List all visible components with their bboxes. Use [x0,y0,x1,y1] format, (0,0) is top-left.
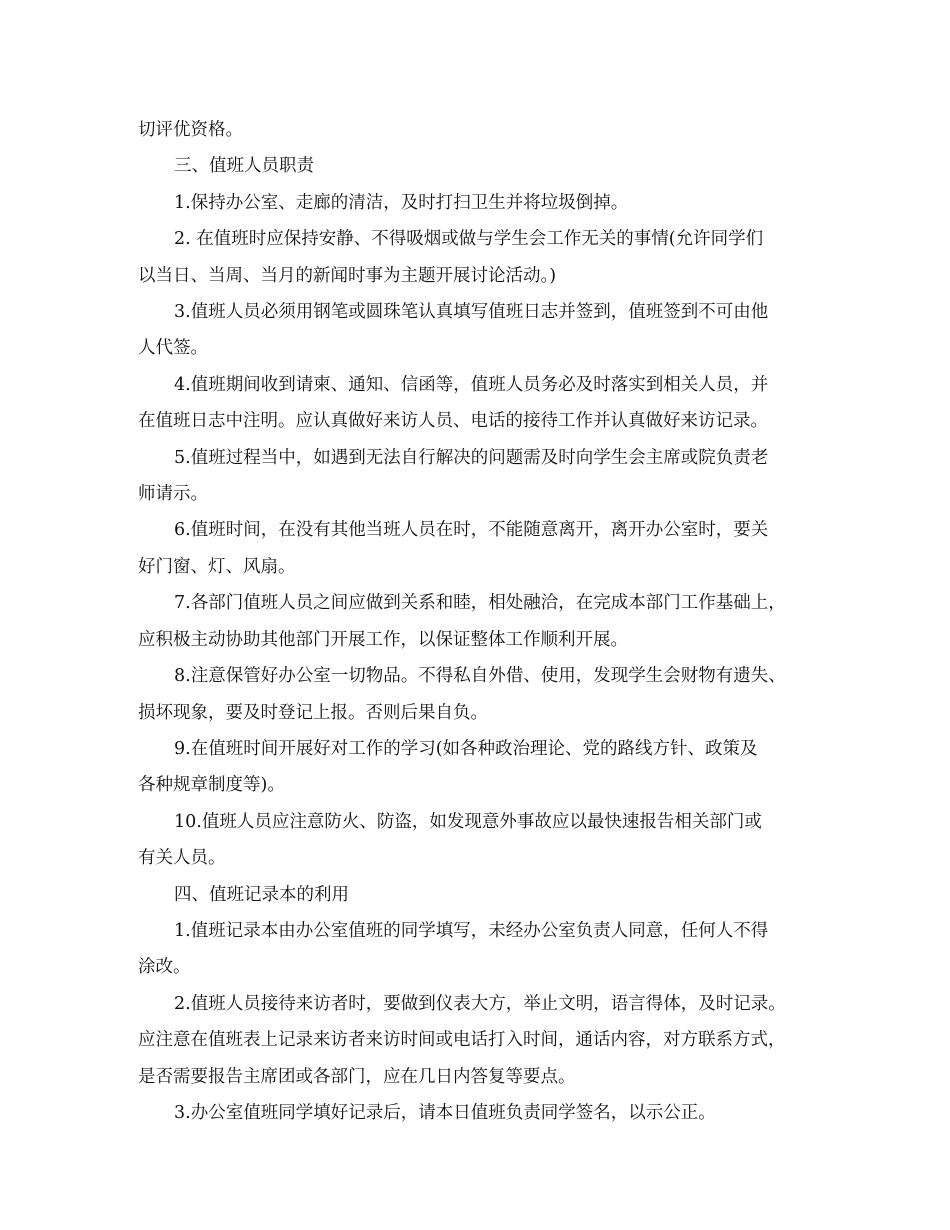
text-line: 人代签。 [138,338,208,359]
text-line: 6.值班时间，在没有其他当班人员在时，不能随意离开，离开办公室时，要关 [174,520,769,541]
text-line: 有关人员。 [138,848,226,869]
text-line: 三、值班人员职责 [174,156,314,177]
text-line: 涂改。 [138,957,191,978]
text-line: 5.值班过程当中，如遇到无法自行解决的问题需及时向学生会主席或院负责老 [174,447,769,468]
text-line: 2. 在值班时应保持安静、不得吸烟或做与学生会工作无关的事情(允许同学们 [174,229,764,250]
text-line: 10.值班人员应注意防火、防盗，如发现意外事故应以最快速报告相关部门或 [174,811,762,832]
text-line: 1.保持办公室、走廊的清洁，及时打扫卫生并将垃圾倒掉。 [174,192,629,213]
text-line: 是否需要报告主席团或各部门，应在几日内答复等要点。 [138,1066,576,1087]
document-body [138,112,828,1131]
text-line: 3.值班人员必须用钢笔或圆珠笔认真填写值班日志并签到，值班签到不可由他 [174,302,769,323]
text-line: 1.值班记录本由办公室值班的同学填写，未经办公室负责人同意，任何人不得 [174,920,769,941]
text-line: 在值班日志中注明。应认真做好来访人员、电话的接待工作并认真做好来访记录。 [138,411,768,432]
text-line: 8.注意保管好办公室一切物品。不得私自外借、使用，发现学生会财物有遗失、 [174,666,786,687]
text-line: 师请示。 [138,484,208,505]
text-line: 4.值班期间收到请柬、通知、信函等，值班人员务必及时落实到相关人员，并 [174,374,769,395]
text-line: 四、值班记录本的利用 [174,884,349,905]
text-line: 7.各部门值班人员之间应做到关系和睦，相处融洽，在完成本部门工作基础上， [174,593,786,614]
text-line: 9.在值班时间开展好对工作的学习(如各种政治理论、党的路线方针、政策及 [174,738,758,759]
text-line: 应注意在值班表上记录来访者来访时间或电话打入时间，通话内容，对方联系方式， [138,1030,786,1051]
text-line: 各种规章制度等)。 [138,775,285,796]
text-line: 2.值班人员接待来访者时，要做到仪表大方，举止文明，语言得体，及时记录。 [174,993,786,1014]
text-line: 应积极主动协助其他部门开展工作，以保证整体工作顺利开展。 [138,629,628,650]
text-line: 切评优资格。 [138,120,243,140]
text-line: 3.办公室值班同学填好记录后，请本日值班负责同学签名，以示公正。 [174,1102,716,1123]
text-line: 以当日、当周、当月的新闻时事为主题开展讨论活动。) [138,265,557,286]
text-line: 好门窗、灯、风扇。 [138,556,296,577]
text-line: 损坏现象，要及时登记上报。否则后果自负。 [138,702,488,723]
